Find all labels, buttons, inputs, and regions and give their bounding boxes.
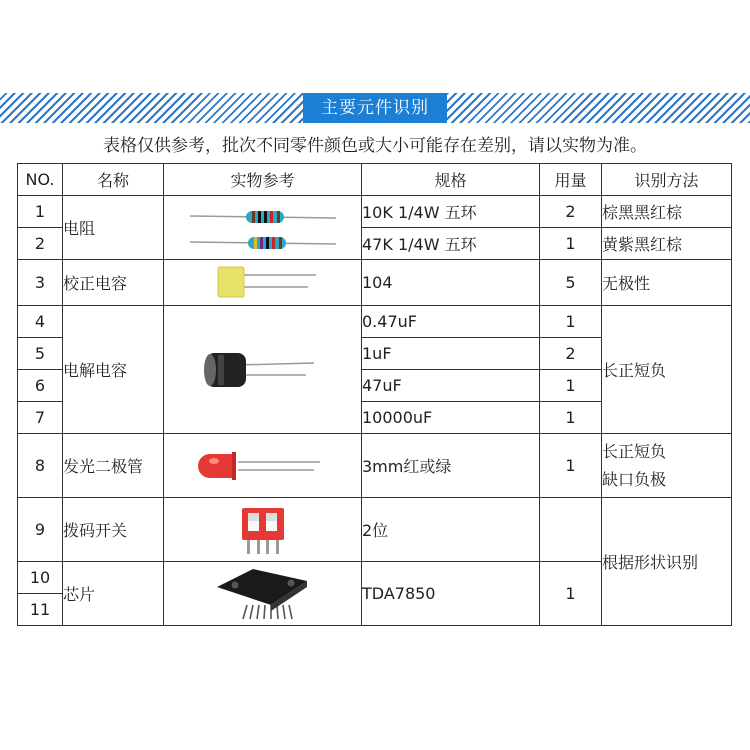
disclaimer-note: 表格仅供参考，批次不同零件颜色或大小可能存在差别，请以实物为准。 — [103, 136, 647, 156]
resistor-photo-icon — [164, 196, 362, 260]
row-no: 6 — [18, 370, 63, 402]
row-spec: 3mm红或绿 — [362, 434, 540, 498]
row-no: 3 — [18, 260, 63, 306]
row-method: 无极性 — [602, 260, 732, 306]
row-spec: 2位 — [362, 498, 540, 562]
table-row — [18, 260, 732, 306]
row-no: 1 — [18, 196, 63, 228]
row-qty: 2 — [540, 196, 602, 228]
row-spec: 104 — [362, 260, 540, 306]
row-no: 7 — [18, 402, 63, 434]
row-spec: 1uF — [362, 338, 540, 370]
row-no: 5 — [18, 338, 63, 370]
row-no: 4 — [18, 306, 63, 338]
table-row — [18, 498, 732, 562]
method-led-line2: 缺口负极 — [602, 469, 667, 489]
part-name-chip: 芯片 — [63, 562, 164, 626]
method-led-line1: 长正短负 — [602, 441, 667, 461]
part-name-ceramic-cap: 校正电容 — [63, 260, 164, 306]
part-name-led: 发光二极管 — [63, 434, 164, 498]
header-method: 识别方法 — [602, 164, 732, 196]
row-spec: 0.47uF — [362, 306, 540, 338]
row-no: 8 — [18, 434, 63, 498]
row-no: 10 — [18, 562, 63, 594]
row-qty: 1 — [540, 228, 602, 260]
electrolytic-capacitor-photo-icon — [164, 306, 362, 434]
row-method: 黄紫黑红棕 — [602, 228, 732, 260]
dip-switch-photo-icon — [164, 498, 362, 562]
header-spec: 规格 — [362, 164, 540, 196]
table-row — [18, 306, 732, 338]
row-method: 棕黑黑红棕 — [602, 196, 732, 228]
row-qty: 1 — [540, 562, 602, 626]
row-qty: 1 — [540, 402, 602, 434]
header-qty: 用量 — [540, 164, 602, 196]
row-spec: 47K 1/4W 五环 — [362, 228, 540, 260]
row-no: 9 — [18, 498, 63, 562]
header-name: 名称 — [63, 164, 164, 196]
component-table — [17, 163, 732, 626]
method-shape: 根据形状识别 — [602, 498, 732, 626]
tda7850-chip-photo-icon — [164, 562, 362, 626]
row-qty: 1 — [540, 434, 602, 498]
row-qty: 2 — [540, 338, 602, 370]
table-row — [18, 196, 732, 228]
part-name-dip-switch: 拨码开关 — [63, 498, 164, 562]
section-title: 主要元件识别 — [303, 93, 447, 123]
row-spec: 10K 1/4W 五环 — [362, 196, 540, 228]
row-spec: 47uF — [362, 370, 540, 402]
method-electrolytic: 长正短负 — [602, 306, 732, 434]
method-led — [602, 434, 732, 498]
part-name-resistor: 电阻 — [63, 196, 164, 260]
red-led-photo-icon — [164, 434, 362, 498]
row-qty: 1 — [540, 306, 602, 338]
row-qty: 5 — [540, 260, 602, 306]
header-no: NO. — [18, 164, 63, 196]
row-no: 2 — [18, 228, 63, 260]
row-spec: TDA7850 — [362, 562, 540, 626]
row-spec: 10000uF — [362, 402, 540, 434]
part-name-electrolytic-cap: 电解电容 — [63, 306, 164, 434]
row-qty: 1 — [540, 370, 602, 402]
table-header-row — [18, 164, 732, 196]
header-photo: 实物参考 — [164, 164, 362, 196]
ceramic-capacitor-photo-icon — [164, 260, 362, 306]
row-qty — [540, 498, 602, 562]
table-row — [18, 434, 732, 498]
row-no: 11 — [18, 594, 63, 626]
